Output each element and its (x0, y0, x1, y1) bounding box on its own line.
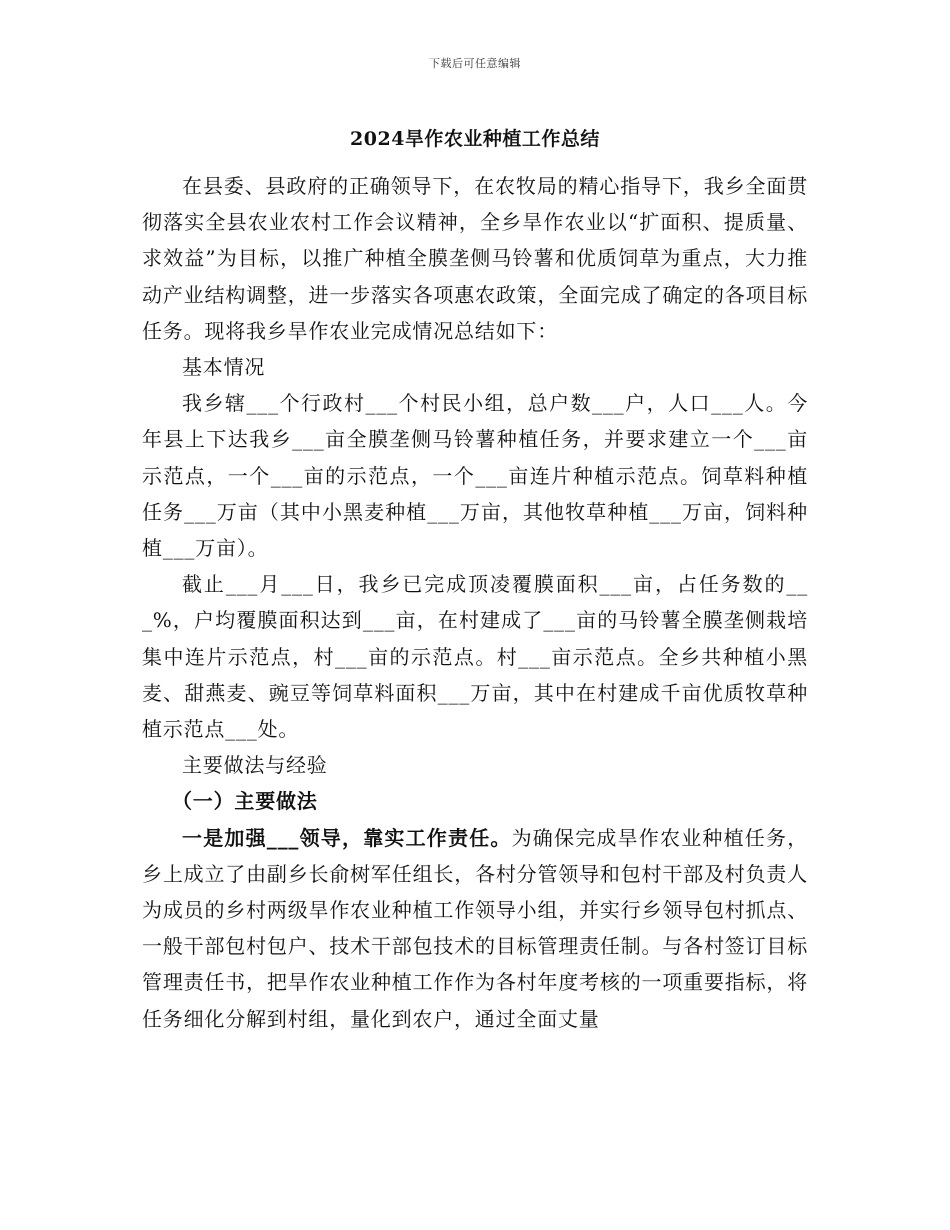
basic-paragraph-2: 截止___月___日，我乡已完成顶凌覆膜面积___亩，占任务数的___%，户均覆膜面积达到___亩，在村建成了___亩的马铃薯全膜垄侧栽培集中连片示范点，村___亩的示范点。村___亩示范点。全乡共种植小黑麦、甜燕麦、豌豆等饲草料面积___万亩，其中在村建成千亩优质牧草种植示范点___处。 (142, 572, 808, 742)
basic-paragraph-1: 我乡辖___个行政村___个村民小组，总户数___户，人口___人。今年县上下达我乡___亩全膜垄侧马铃薯种植任务，并要求建立一个___亩示范点，一个___亩的示范点，一个___亩连片种植示范点。饲草料种植任务___万亩（其中小黑麦种植___万亩，其他牧草种植___万亩，饲料种植___万亩）。 (142, 391, 808, 561)
method-1-text: 为确保完成旱作农业种植任务，乡上成立了由副乡长俞树军任组长，各村分管领导和包村干部及村负责人为成员的乡村两级旱作农业种植工作领导小组，并实行乡领导包村抓点、一般干部包村包户、技术干部包技术的目标管理责任制。与各村签订目标管理责任书，把旱作农业种植工作作为各村年度考核的一项重要指标，将任务细化分解到村组，量化到农户，通过全面丈量 (142, 825, 808, 1031)
section-heading-methods: 主要做法与经验 (182, 753, 328, 778)
method-1-lead: 一是加强___领导，靠实工作责任。 (182, 825, 512, 850)
document-body (142, 168, 808, 1037)
intro-paragraph: 在县委、县政府的正确领导下，在农牧局的精心指导下，我乡全面贯彻落实全县农业农村工作会议精神，全乡旱作农业以“扩面积、提质量、求效益”为目标，以推广种植全膜垄侧马铃薯和优质饲草为重点，大力推动产业结构调整，进一步落实各项惠农政策，全面完成了确定的各项目标任务。现将我乡旱作农业完成情况总结如下： (142, 174, 808, 343)
header-note: 下载后可任意编辑 (429, 57, 521, 70)
method-paragraph-1 (142, 820, 808, 1037)
section-heading-basic: 基本情况 (182, 355, 266, 380)
subheading-main-methods: （一）主要做法 (172, 789, 318, 814)
document-title: 2024旱作农业种植工作总结 (350, 128, 600, 150)
